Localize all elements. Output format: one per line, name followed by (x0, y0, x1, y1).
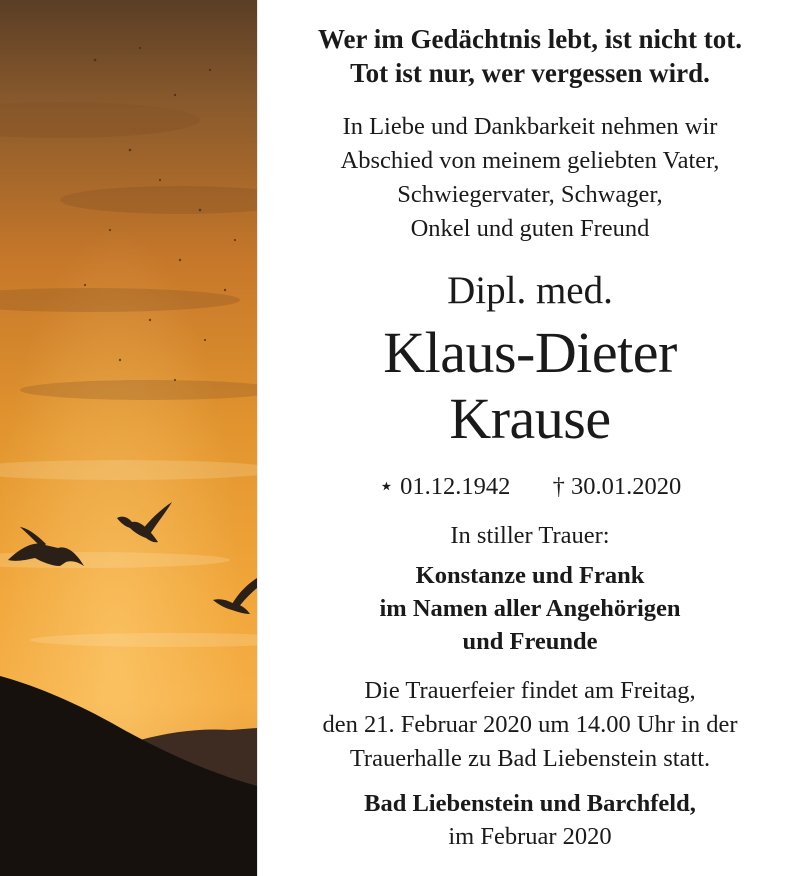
service-line-1: Die Trauerfeier findet am Freitag, (364, 677, 696, 704)
mourning-label: In stiller Trauer: (450, 522, 610, 549)
quote-line-1: Wer im Gedächtnis lebt, ist nicht tot. (318, 24, 742, 54)
death-date: 30.01.2020 (571, 473, 682, 500)
cross-icon: † (552, 473, 565, 500)
notice-text (262, 0, 798, 876)
star-icon: ⋆ (378, 473, 395, 500)
intro-line-4: Onkel und guten Freund (410, 215, 650, 242)
life-dates (262, 471, 798, 503)
quote-line-2: Tot ist nur, wer vergessen wird. (350, 58, 710, 88)
deceased-last-name: Krause (449, 386, 611, 451)
academic-title: Dipl. med. (447, 269, 613, 312)
intro-line-3: Schwiegervater, Schwager, (397, 181, 663, 208)
service-line-3: Trauerhalle zu Bad Liebenstein statt. (349, 745, 711, 772)
sunset-geese-photo (0, 0, 257, 876)
date-line: im Februar 2020 (448, 823, 612, 850)
place-line: Bad Liebenstein und Barchfeld, (364, 790, 696, 817)
vertical-divider (257, 0, 258, 876)
birth-date: 01.12.1942 (400, 473, 511, 500)
mourners-line-3: und Freunde (462, 628, 598, 655)
deceased-first-name: Klaus-Dieter (383, 320, 677, 385)
mourners-line-1: Konstanze und Frank (415, 562, 645, 589)
intro-line-1: In Liebe und Dankbarkeit nehmen wir (342, 113, 718, 140)
mourners-line-2: im Namen aller Angehörigen (379, 595, 681, 622)
intro-line-2: Abschied von meinem geliebten Vater, (340, 147, 720, 174)
service-line-2: den 21. Februar 2020 um 14.00 Uhr in der (322, 711, 738, 738)
